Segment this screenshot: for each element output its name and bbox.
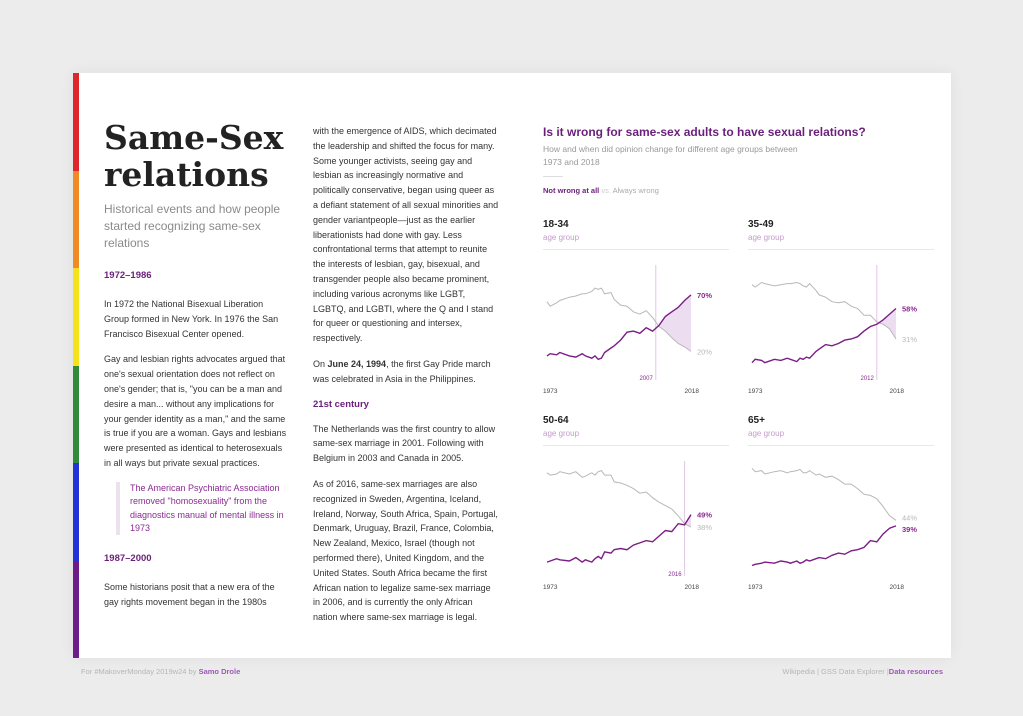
content-card [73,73,951,658]
panel-title: 65+ [748,415,765,426]
panel-title: 18-34 [543,219,569,230]
history-column [313,124,499,636]
legend-always-wrong: Always wrong [612,186,659,195]
series-not-wrong [752,526,896,566]
footer-sources-prefix: Wikipedia | GSS Data Explorer | [782,667,889,676]
title-line-1: Same-Sex [104,118,284,157]
paragraph-netherlands: The Netherlands was the first country to allow same-sex marriage in 2001. Following with Belgium in 2003 and Canada in 2005. [313,423,496,464]
section-heading-1987: 1987–2000 [104,553,152,565]
panel-title: 50-64 [543,415,569,426]
series-always-wrong [752,283,896,340]
line-chart [748,219,934,394]
x-tick-end: 2018 [889,388,904,395]
subtitle-divider [543,176,563,177]
paragraph-new-era: Some historians posit that a new era of the gay rights movement began in the 1980s [104,582,275,608]
x-tick-start: 1973 [543,584,558,591]
panel-unit: age group [748,233,785,242]
crossover-year-label: 2007 [639,376,653,382]
section-heading-21st: 21st century [313,398,369,410]
rainbow-stripe-red [73,73,79,171]
chart-panel-50-64 [543,415,729,590]
panel-unit: age group [543,233,580,242]
rainbow-stripe-purple [73,561,79,658]
pride-date: June 24, 1994 [327,358,387,369]
legend-not-wrong: Not wrong at all [543,186,600,195]
gap-area [659,295,691,352]
intro-column [104,119,290,621]
x-tick-end: 2018 [684,584,699,591]
crossover-year-label: 2016 [668,572,682,578]
x-tick-end: 2018 [889,584,904,591]
series-always-wrong [752,468,896,520]
end-label-always-wrong: 20% [697,347,713,357]
line-chart [748,415,934,590]
footer-credit [81,667,240,676]
end-label-not-wrong: 70% [697,290,713,300]
footer-credit-prefix: For #MakoverMonday 2019w24 by [81,667,199,676]
footer-sources [782,667,943,676]
crossover-year-label: 2012 [860,376,874,382]
section-heading-1972: 1972–1986 [104,270,152,281]
page-title [104,119,290,193]
line-chart [543,219,729,394]
x-tick-end: 2018 [684,388,699,395]
callout-apa-quote: The American Psychiatric Association removed "homosexuality" from the diagnostics manual of mental illness in 1973 [116,482,290,536]
chart-legend [543,186,923,195]
paragraph-advocates: Gay and lesbian rights advocates argued that one's sexual orientation does not reflect on one's gender; that is, "you can be a man and desire a man... without any implications for your gender identity as a man," and the same is true if you are a woman. Gays and lesbians were presented as identical to heterosexuals in all ways but private sexual practices. [104,354,287,468]
pride-prefix: On [313,358,328,369]
rainbow-stripe-green [73,366,79,463]
x-tick-start: 1973 [543,388,558,395]
rainbow-stripe-orange [73,171,79,268]
x-tick-start: 1973 [748,584,763,591]
chart-panel-18-34 [543,219,729,394]
series-not-wrong [752,309,896,363]
paragraph-pride-march [313,357,499,387]
end-label-always-wrong: 38% [697,523,713,533]
x-tick-start: 1973 [748,388,763,395]
line-chart [543,415,729,590]
chart-panel-35-49 [748,219,934,394]
chart-subtitle: How and when did opinion change for different age groups between 1973 and 2018 [543,144,798,167]
footer-data-resources-link[interactable]: Data resources [888,667,943,676]
chart-header [543,125,923,195]
panel-title: 35-49 [748,219,774,230]
legend-vs: vs. [599,186,613,195]
chart-title: Is it wrong for same-sex adults to have sexual relations? [543,125,866,139]
panel-unit: age group [748,429,785,438]
paragraph-bisexual-groups: In 1972 the National Bisexual Liberation Group formed in New York. In 1976 the San Francisco Bisexual Center opened. [104,299,279,339]
pride-rest: , the first Gay Pride march was celebrated in Asia in the Philippines. [313,358,491,384]
title-line-2: relations [104,155,269,194]
paragraph-2016-countries: As of 2016, same-sex marriages are also recognized in Sweden, Argentina, Iceland, Ireland, Norway, South Africa, Spain, Portugal, Denmark, Uruguay, Brazil, France, Colombia, New Zealand, Mexico, Israel (though not performed there), United Kingdom, and the United States. South Africa became the first African nation to legalize same-sex marriage in 2006, and is currently the only African nation where same-sex marriage is legal. [313,478,498,623]
series-not-wrong [547,515,691,563]
end-label-not-wrong: 49% [697,510,713,520]
page-subtitle: Historical events and how people started recognizing same-sex relations [104,202,281,250]
chart-panel-65-plus [748,415,934,590]
paragraph-aids-era: with the emergence of AIDS, which decimated the leadership and shifted the focus for many. Some younger activists, seeing gay and lesbian as increasingly normative and politically conservative, began using queer as a defiant statement of all sexual minorities and gender variantpeople—just as the earlier liberationists had done with gay. Less confrontational terms that attempt to reunite the interests of lesbian, gay, bisexual, and transgender people also became prominent, including various acronyms like LGBT, LGBTQ, and LGBTI, where the Q and I stand for queer or questioning and intersex, respectively. [313,126,499,344]
end-label-not-wrong: 39% [902,524,918,534]
footer-author-link[interactable]: Samo Drole [198,667,241,676]
panel-unit: age group [543,429,580,438]
end-label-always-wrong: 44% [902,513,918,523]
series-always-wrong [547,471,691,527]
end-label-always-wrong: 31% [902,334,918,344]
end-label-not-wrong: 58% [902,304,918,314]
rainbow-stripe-blue [73,463,79,561]
rainbow-stripe-yellow [73,268,79,366]
